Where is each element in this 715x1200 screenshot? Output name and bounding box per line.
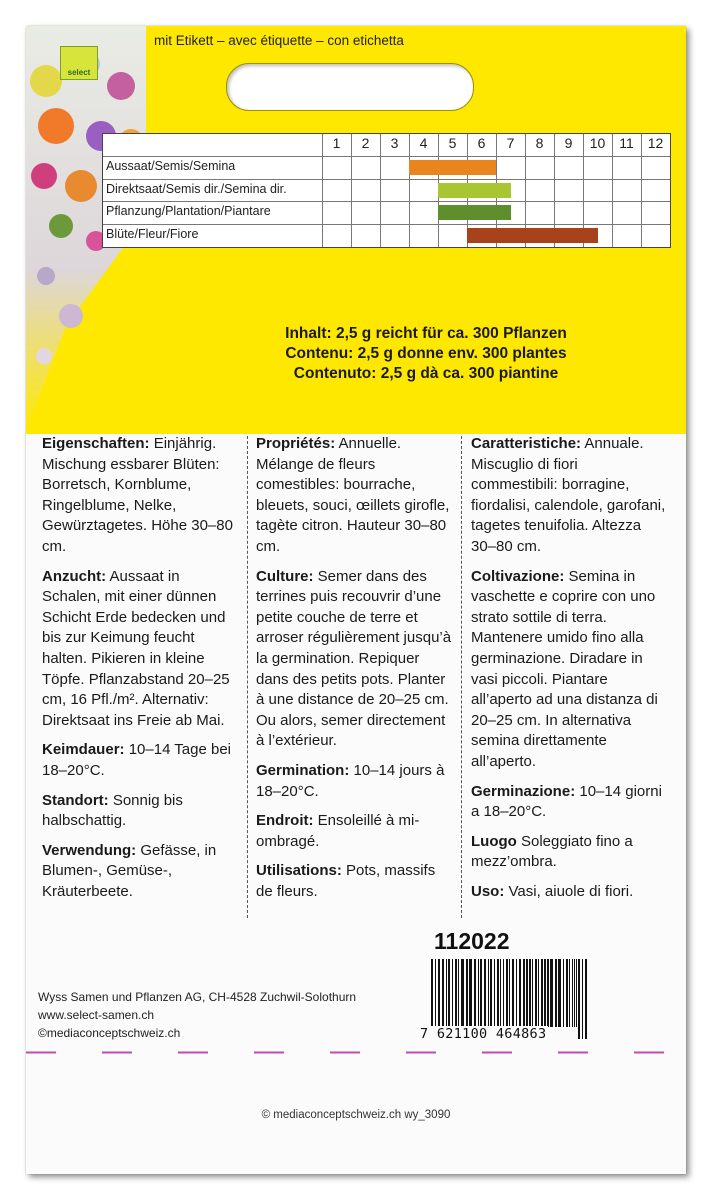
column-divider (247, 436, 248, 918)
heading-anzucht: Anzucht: (42, 567, 107, 585)
calendar-month-9: 9 (564, 135, 573, 151)
company-website: www.select-samen.ch (38, 1008, 155, 1022)
calendar-month-7: 7 (506, 135, 515, 151)
text-keimdauer: 10–14 Tage bei 18–20°C. (42, 741, 232, 779)
hang-hole (226, 63, 474, 111)
barcode-bar (526, 959, 528, 1027)
barcode-bar (578, 959, 580, 1039)
calendar-month-6: 6 (477, 135, 486, 151)
barcode-bar (550, 959, 553, 1027)
barcode-bar (523, 959, 525, 1027)
barcode-bar (541, 959, 543, 1027)
company-copyright: ©mediaconceptschweiz.ch (38, 1026, 181, 1040)
heading-standort: Standort: (42, 791, 109, 809)
barcode-bar (478, 959, 479, 1027)
calendar-row-label: Pflanzung/Plantation/Piantare (106, 204, 271, 218)
company-name: Wyss Samen und Pflanzen AG, CH-4528 Zuchwil-Solothurn (38, 990, 357, 1004)
barcode-bar (497, 959, 499, 1027)
text-caratteristiche: Annuale. Miscuglio di fiori commestibili: borragine, fiordalisi, calendole, garofani, tagetes tenuifolia. Altezza 30–80 cm. (471, 435, 666, 555)
calendar-month-5: 5 (448, 135, 457, 151)
barcode-bar (455, 959, 457, 1027)
heading-utilisations: Utilisations: (256, 862, 342, 880)
calendar-period-bar (438, 205, 511, 220)
calendar-row-label: Aussaat/Semis/Semina (106, 159, 236, 173)
footer-credit: © mediaconceptschweiz.ch wy_3090 (261, 1109, 451, 1121)
heading-coltivazione: Coltivazione: (471, 567, 565, 585)
text-germination: 10–14 jours à 18–20°C. (256, 761, 445, 800)
calendar-period-bar (467, 228, 598, 243)
calendar-row-label: Direktsaat/Semis dir./Semina dir. (106, 181, 287, 196)
heading-culture: Culture: (256, 567, 314, 585)
yellow-header-panel (26, 26, 686, 434)
calendar-month-2: 2 (361, 135, 370, 151)
barcode-bar (563, 959, 564, 1027)
calendar-month-8: 8 (535, 135, 544, 151)
text-eigenschaften: Einjährig. Mischung essbarer Blüten: Borretsch, Kornblume, Ringelblume, Nelke, Gewürztagetes. Höhe 30–80 cm. (42, 435, 233, 555)
barcode-bar (572, 959, 573, 1027)
cut-line (26, 1051, 686, 1054)
french-column (256, 434, 452, 911)
barcode-bar (532, 959, 533, 1027)
italian-column (471, 434, 667, 911)
barcode-bar (494, 959, 495, 1027)
content-amount (226, 324, 626, 384)
barcode-bar (461, 959, 464, 1027)
barcode-bar (544, 959, 546, 1027)
text-proprietes: Annuelle. Mélange de fleurs comestibles: bourrache, bleuets, souci, œillets girofle, tagète citron. Hauteur 30–80 cm. (256, 435, 450, 555)
text-germinazione: 10–14 giorni a 18–20°C. (471, 782, 662, 821)
barcode-bar (576, 959, 577, 1027)
heading-eigenschaften: Eigenschaften: (42, 435, 150, 452)
barcode-bar (506, 959, 508, 1027)
text-standort: Sonnig bis halbschattig. (42, 791, 183, 830)
calendar-month-3: 3 (390, 135, 399, 151)
heading-germination: Germination: (256, 761, 350, 779)
content-fr: Contenu: 2,5 g donne env. 300 plantes (285, 345, 567, 362)
barcode-bar (490, 959, 492, 1027)
heading-uso: Uso: (471, 882, 505, 900)
barcode-bar (446, 959, 447, 1027)
barcode-bar (509, 959, 510, 1027)
heading-endroit: Endroit: (256, 812, 314, 830)
text-culture: Semer dans des terrines puis recouvrir d’une petite couche de terre et arroser régulièrement jusqu’à la germination. Repiquer dans des petits pots. Planter à une distance de 20–25 cm. Ou alors, semer directement à l’extérieur. (256, 567, 452, 750)
heading-germinazione: Germinazione: (471, 782, 576, 800)
barcode-bar (448, 959, 450, 1027)
select-logo-text: select (67, 68, 91, 77)
barcode-bar (558, 959, 561, 1027)
calendar-period-bar (409, 160, 496, 175)
text-verwendung: Gefässe, in Blumen-, Gemüse-, Kräuterbeete. (42, 841, 217, 900)
heading-keimdauer: Keimdauer: (42, 741, 125, 759)
calendar-month-12: 12 (647, 135, 664, 151)
text-luogo: Soleggiato fino a mezz’ombra. (471, 832, 633, 871)
barcode-bar (442, 959, 444, 1027)
barcode-bar (547, 959, 549, 1027)
calendar-month-11: 11 (619, 135, 634, 151)
barcode-bar (585, 959, 587, 1039)
article-number: 112022 (434, 928, 510, 954)
calendar-month-1: 1 (332, 135, 341, 151)
calendar-month-4: 4 (419, 135, 428, 151)
barcode-bar (458, 959, 459, 1027)
calendar-row-label: Blüte/Fleur/Fiore (106, 226, 199, 241)
barcode-bar (566, 959, 568, 1027)
heading-luogo: Luogo (471, 832, 517, 850)
barcode-bar (538, 959, 539, 1027)
barcode-bar (474, 959, 476, 1027)
text-utilisations: Pots, massifs de fleurs. (256, 862, 436, 900)
column-divider (461, 436, 462, 918)
barcode-bar (484, 959, 486, 1027)
heading-verwendung: Verwendung: (42, 841, 137, 859)
barcode-bar (529, 959, 531, 1027)
content-it: Contenuto: 2,5 g dà ca. 300 piantine (293, 365, 559, 382)
barcode-bar (452, 959, 453, 1027)
barcode-bar (555, 959, 557, 1027)
german-column (42, 434, 238, 911)
barcode-bar (582, 959, 583, 1039)
heading-proprietes: Propriétés: (256, 435, 336, 452)
company-info (38, 988, 356, 1042)
select-logo (60, 46, 98, 80)
barcode-bar (503, 959, 504, 1027)
heading-caratteristiche: Caratteristiche: (471, 435, 582, 452)
barcode-bar (535, 959, 537, 1027)
barcode-bar (469, 959, 472, 1027)
sowing-calendar (102, 133, 671, 248)
text-anzucht: Aussaat in Schalen, mit einer dünnen Schicht Erde bedecken und bis zur Keimung feucht halten. Pikieren in kleine Töpfe. Pflanzabstand 20–25 cm, 16 Pfl./m². Alternativ: Direktsaat ins Freie ab Mai. (42, 567, 230, 729)
barcode-bar (488, 959, 489, 1027)
barcode-bar (574, 959, 575, 1027)
calendar-month-10: 10 (589, 135, 606, 151)
label-notice: mit Etikett – avec étiquette – con etichetta (154, 33, 404, 48)
content-de: Inhalt: 2,5 g reicht für ca. 300 Pflanzen (285, 325, 567, 342)
barcode-number: 7 621100 464863 (420, 1026, 547, 1042)
barcode-bar (466, 959, 468, 1027)
barcode-bar (500, 959, 501, 1027)
seed-packet-back (26, 26, 686, 1174)
barcode-bar (480, 959, 482, 1027)
text-coltivazione: Semina in vaschette e coprire con uno strato sottile di terra. Mantenere umido fino alla germinazione. Diradare in vasi piccoli. Piantare all’aperto ad una distanza di 20–25 cm. In alternativa semina direttamente all’aperto. (471, 567, 658, 770)
calendar-period-bar (438, 183, 511, 198)
text-endroit: Ensoleillé à mi-ombragé. (256, 812, 420, 850)
text-uso: Vasi, aiuole di fiori. (504, 882, 634, 900)
barcode-bar (569, 959, 570, 1027)
